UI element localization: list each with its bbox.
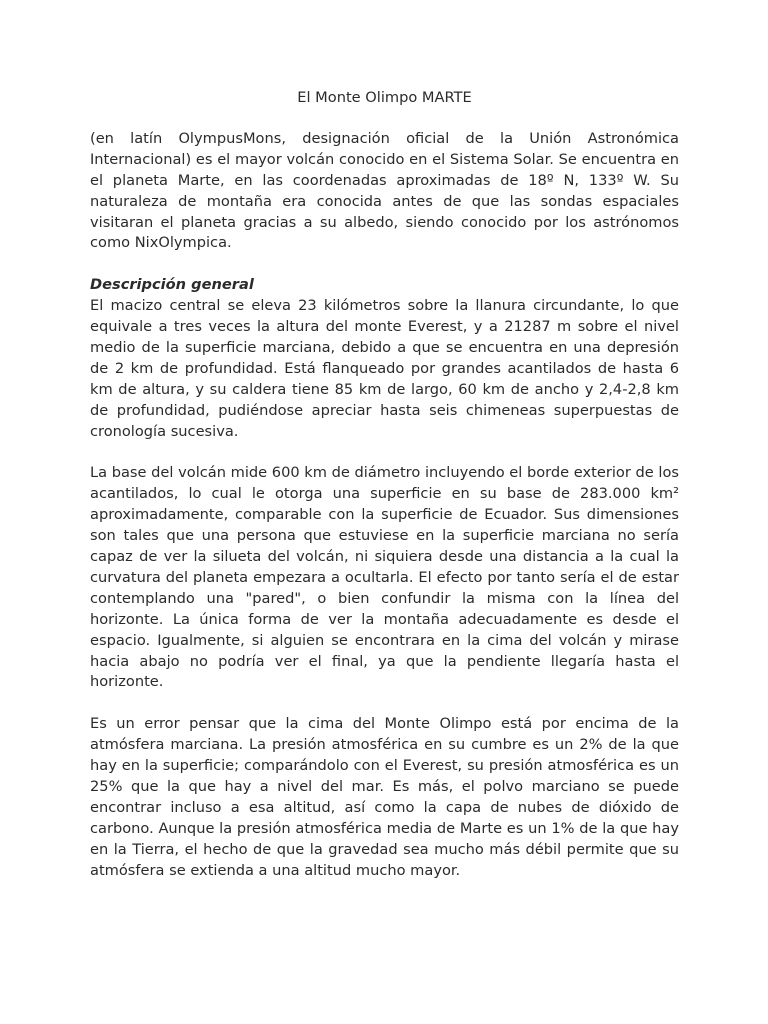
document-title: El Monte Olimpo MARTE [297, 89, 472, 106]
body-paragraph-2: La base del volcán mide 600 km de diámetro incluyendo el borde exterior de los acantilados, lo cual le otorga una superficie en su base de 283.000 km² aproximadamente, comparable con la superficie de Ecuador. Sus dimensiones son tales que una persona que estuviese en la superficie marciana no sería capaz de ver la silueta del volcán, ni siquiera desde una distancia a la cual la curvatura del planeta empezara a ocultarla. El efecto por tanto sería el de estar contemplando una "pared", o bien confundir la misma con la línea del horizonte. La única forma de ver la montaña adecuadamente es desde el espacio. Igualmente, si alguien se encontrara en la cima del volcán y mirase hacia abajo no podría ver el final, ya que la pendiente llegaría hasta el horizonte. [90, 464, 679, 691]
document-page [90, 88, 679, 902]
intro-paragraph: (en latín OlympusMons, designación oficial de la Unión Astronómica Internacional) es el mayor volcán conocido en el Sistema Solar. Se encuentra en el planeta Marte, en las coordenadas aproximadas de 18º N, 133º W. Su naturaleza de montaña era conocida antes de que las sondas espaciales visitaran el planeta gracias a su albedo, siendo conocido por los astrónomos como NixOlympica. [90, 129, 679, 252]
body-paragraph-3: Es un error pensar que la cima del Monte Olimpo está por encima de la atmósfera marciana. La presión atmosférica en su cumbre es un 2% de la que hay en la superficie; comparándolo con el Everest, su presión atmosférica es un 25% que la que hay a nivel del mar. Es más, el polvo marciano se puede encontrar incluso a esa altitud, así como la capa de nubes de dióxido de carbono. Aunque la presión atmosférica media de Marte es un 1% de la que hay en la Tierra, el hecho de que la gravedad sea mucho más débil permite que su atmósfera se extienda a una altitud mucho mayor. [90, 715, 679, 879]
body-paragraph-1: El macizo central se eleva 23 kilómetros sobre la llanura circundante, lo que equivale a tres veces la altura del monte Everest, y a 21287 m sobre el nivel medio de la superficie marciana, debido a que se encuentra en una depresión de 2 km de profundidad. Está flanqueado por grandes acantilados de hasta 6 km de altura, y su caldera tiene 85 km de largo, 60 km de ancho y 2,4-2,8 km de profundidad, pudiéndose apreciar hasta seis chimeneas superpuestas de cronología sucesiva. [90, 297, 679, 440]
section-heading: Descripción general [90, 276, 254, 294]
